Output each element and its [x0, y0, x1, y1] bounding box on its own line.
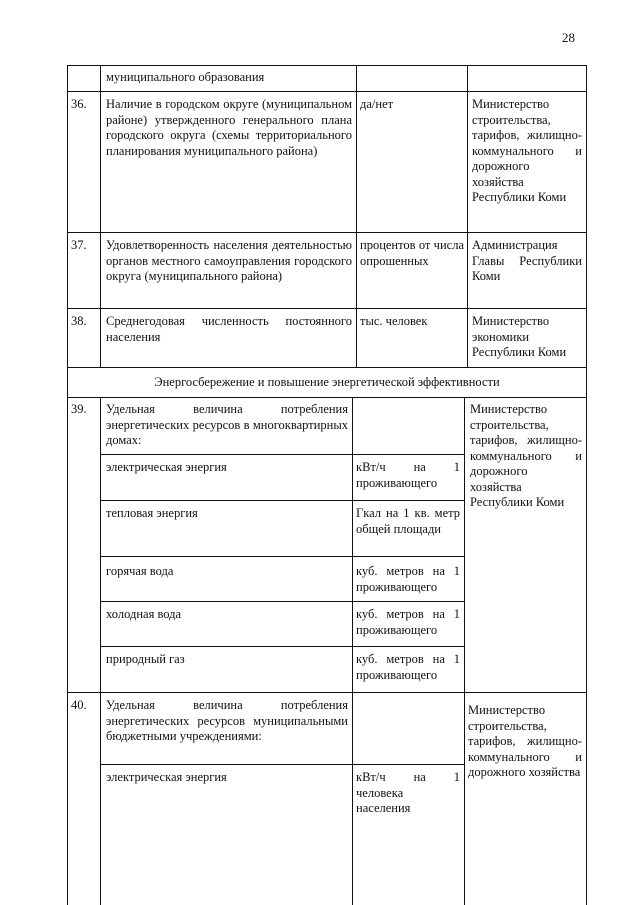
- section-heading: Энергосбережение и повышение энергетической эффективности: [154, 375, 500, 389]
- sub-40-electricity: электрическая энергия: [106, 770, 227, 784]
- responsible-38: Министерство экономики Республики Коми: [472, 314, 567, 359]
- sub-39-hot-water: горячая вода: [106, 564, 174, 578]
- unit-38: тыс. человек: [360, 314, 428, 328]
- page-number: 28: [562, 30, 575, 45]
- indicator-40: Удельная величина потребления энергетических ресурсов муниципальными бюджетными учреждениями:: [106, 698, 348, 743]
- row-number-36: 36.: [71, 97, 87, 111]
- sub-39-electricity: электрическая энергия: [106, 460, 227, 474]
- row-number-39: 39.: [71, 402, 87, 416]
- responsible-36: Министерство строительства, тарифов, жилищно-коммунального и дорожного хозяйства Республики Коми: [472, 97, 582, 204]
- sub-39-natural-gas: природный газ: [106, 652, 185, 666]
- unit-39-natural-gas: куб. метров на 1 проживающего: [356, 652, 460, 682]
- unit-39-hot-water: куб. метров на 1 проживающего: [356, 564, 460, 594]
- indicator-continuation: муниципального образования: [106, 70, 265, 84]
- unit-39-electricity: кВт/ч на 1 проживающего: [356, 460, 460, 490]
- unit-39-heat: Гкал на 1 кв. метр общей площади: [356, 506, 460, 536]
- indicator-39: Удельная величина потребления энергетических ресурсов в многоквартирных домах:: [106, 402, 348, 447]
- row-number-37: 37.: [71, 238, 87, 252]
- sub-39-cold-water: холодная вода: [106, 607, 182, 621]
- sub-39-heat: тепловая энергия: [106, 506, 198, 520]
- responsible-40: Министерство строительства, тарифов, жилищно-коммунального и дорожного хозяйства: [468, 703, 582, 779]
- row-number-38: 38.: [71, 314, 87, 328]
- responsible-37: Администрация Главы Республики Коми: [472, 238, 582, 283]
- unit-40-electricity: кВт/ч на 1 человека населения: [356, 770, 460, 815]
- unit-36: да/нет: [360, 97, 394, 111]
- indicator-36: Наличие в городском округе (муниципальном районе) утвержденного генерального плана городского округа (схемы территориального планирования муниципального района): [106, 97, 352, 158]
- indicator-38: Среднегодовая численность постоянного населения: [106, 314, 352, 344]
- row-number-40: 40.: [71, 698, 87, 712]
- responsible-39: Министерство строительства, тарифов, жилищно-коммунального и дорожного хозяйства Республики Коми: [470, 402, 582, 509]
- indicator-37: Удовлетворенность населения деятельностью органов местного самоуправления городского округа (муниципального района): [106, 238, 352, 283]
- unit-37: процентов от числа опрошенных: [360, 238, 464, 268]
- unit-39-cold-water: куб. метров на 1 проживающего: [356, 607, 460, 637]
